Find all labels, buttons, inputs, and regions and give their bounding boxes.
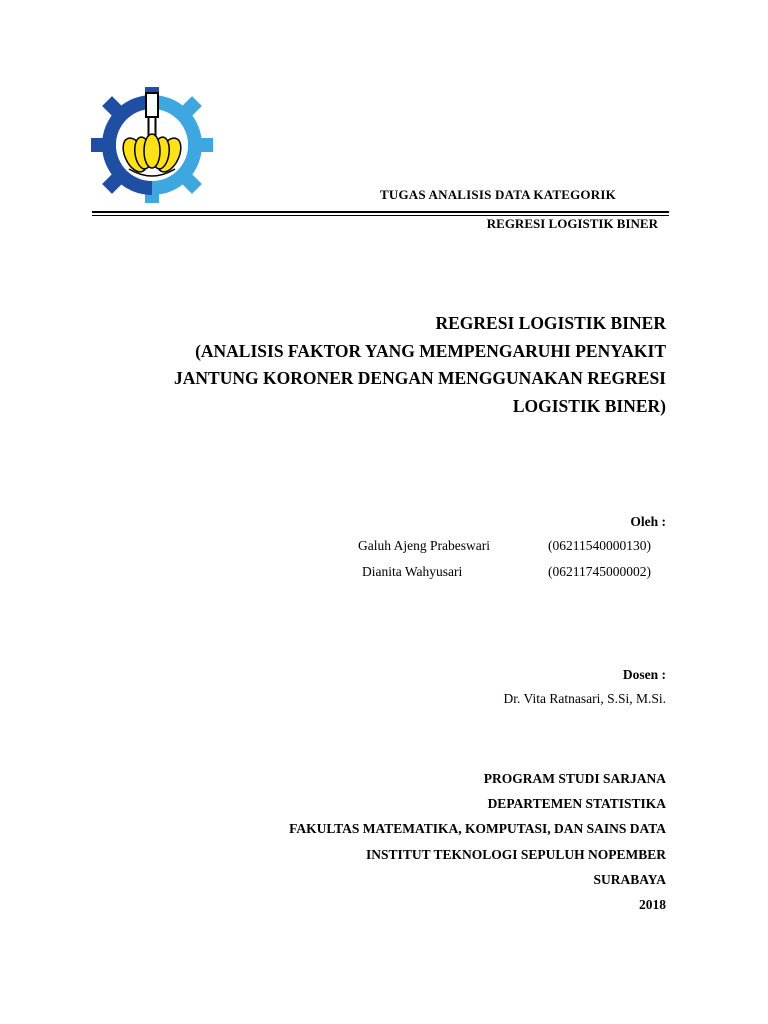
lecturer-name: Dr. Vita Ratnasari, S.Si, M.Si. [503, 691, 666, 706]
title-line: REGRESI LOGISTIK BINER [435, 313, 666, 333]
author-name: Galuh Ajeng Prabeswari [358, 538, 490, 553]
author-name: Dianita Wahyusari [362, 564, 463, 579]
institution-line: FAKULTAS MATEMATIKA, KOMPUTASI, DAN SAINS DATA [289, 821, 666, 837]
header-rule-thick [92, 211, 669, 213]
title-line: JANTUNG KORONER DENGAN MENGGUNAKAN REGRESI [174, 368, 666, 388]
title-line: (ANALISIS FAKTOR YANG MEMPENGARUHI PENYAKIT [195, 340, 666, 361]
document-title [106, 310, 666, 420]
institution-block [289, 766, 666, 917]
institution-line: 2018 [639, 897, 666, 913]
title-line: LOGISTIK BINER) [512, 395, 666, 416]
lecturer-label: Dosen : [622, 667, 666, 682]
author-id: (06211745000002) [548, 564, 651, 579]
header-subtitle: REGRESI LOGISTIK BINER [486, 216, 658, 231]
university-logo-icon [91, 87, 213, 203]
institution-line: INSTITUT TEKNOLOGI SEPULUH NOPEMBER [366, 846, 666, 862]
institution-line: PROGRAM STUDI SARJANA [483, 771, 666, 786]
course-title: TUGAS ANALISIS DATA KATEGORIK [380, 187, 616, 202]
institution-line: SURABAYA [593, 871, 666, 887]
authors-label: Oleh : [630, 514, 666, 529]
author-id: (06211540000130) [548, 538, 651, 553]
institution-line: DEPARTEMEN STATISTIKA [487, 796, 666, 812]
